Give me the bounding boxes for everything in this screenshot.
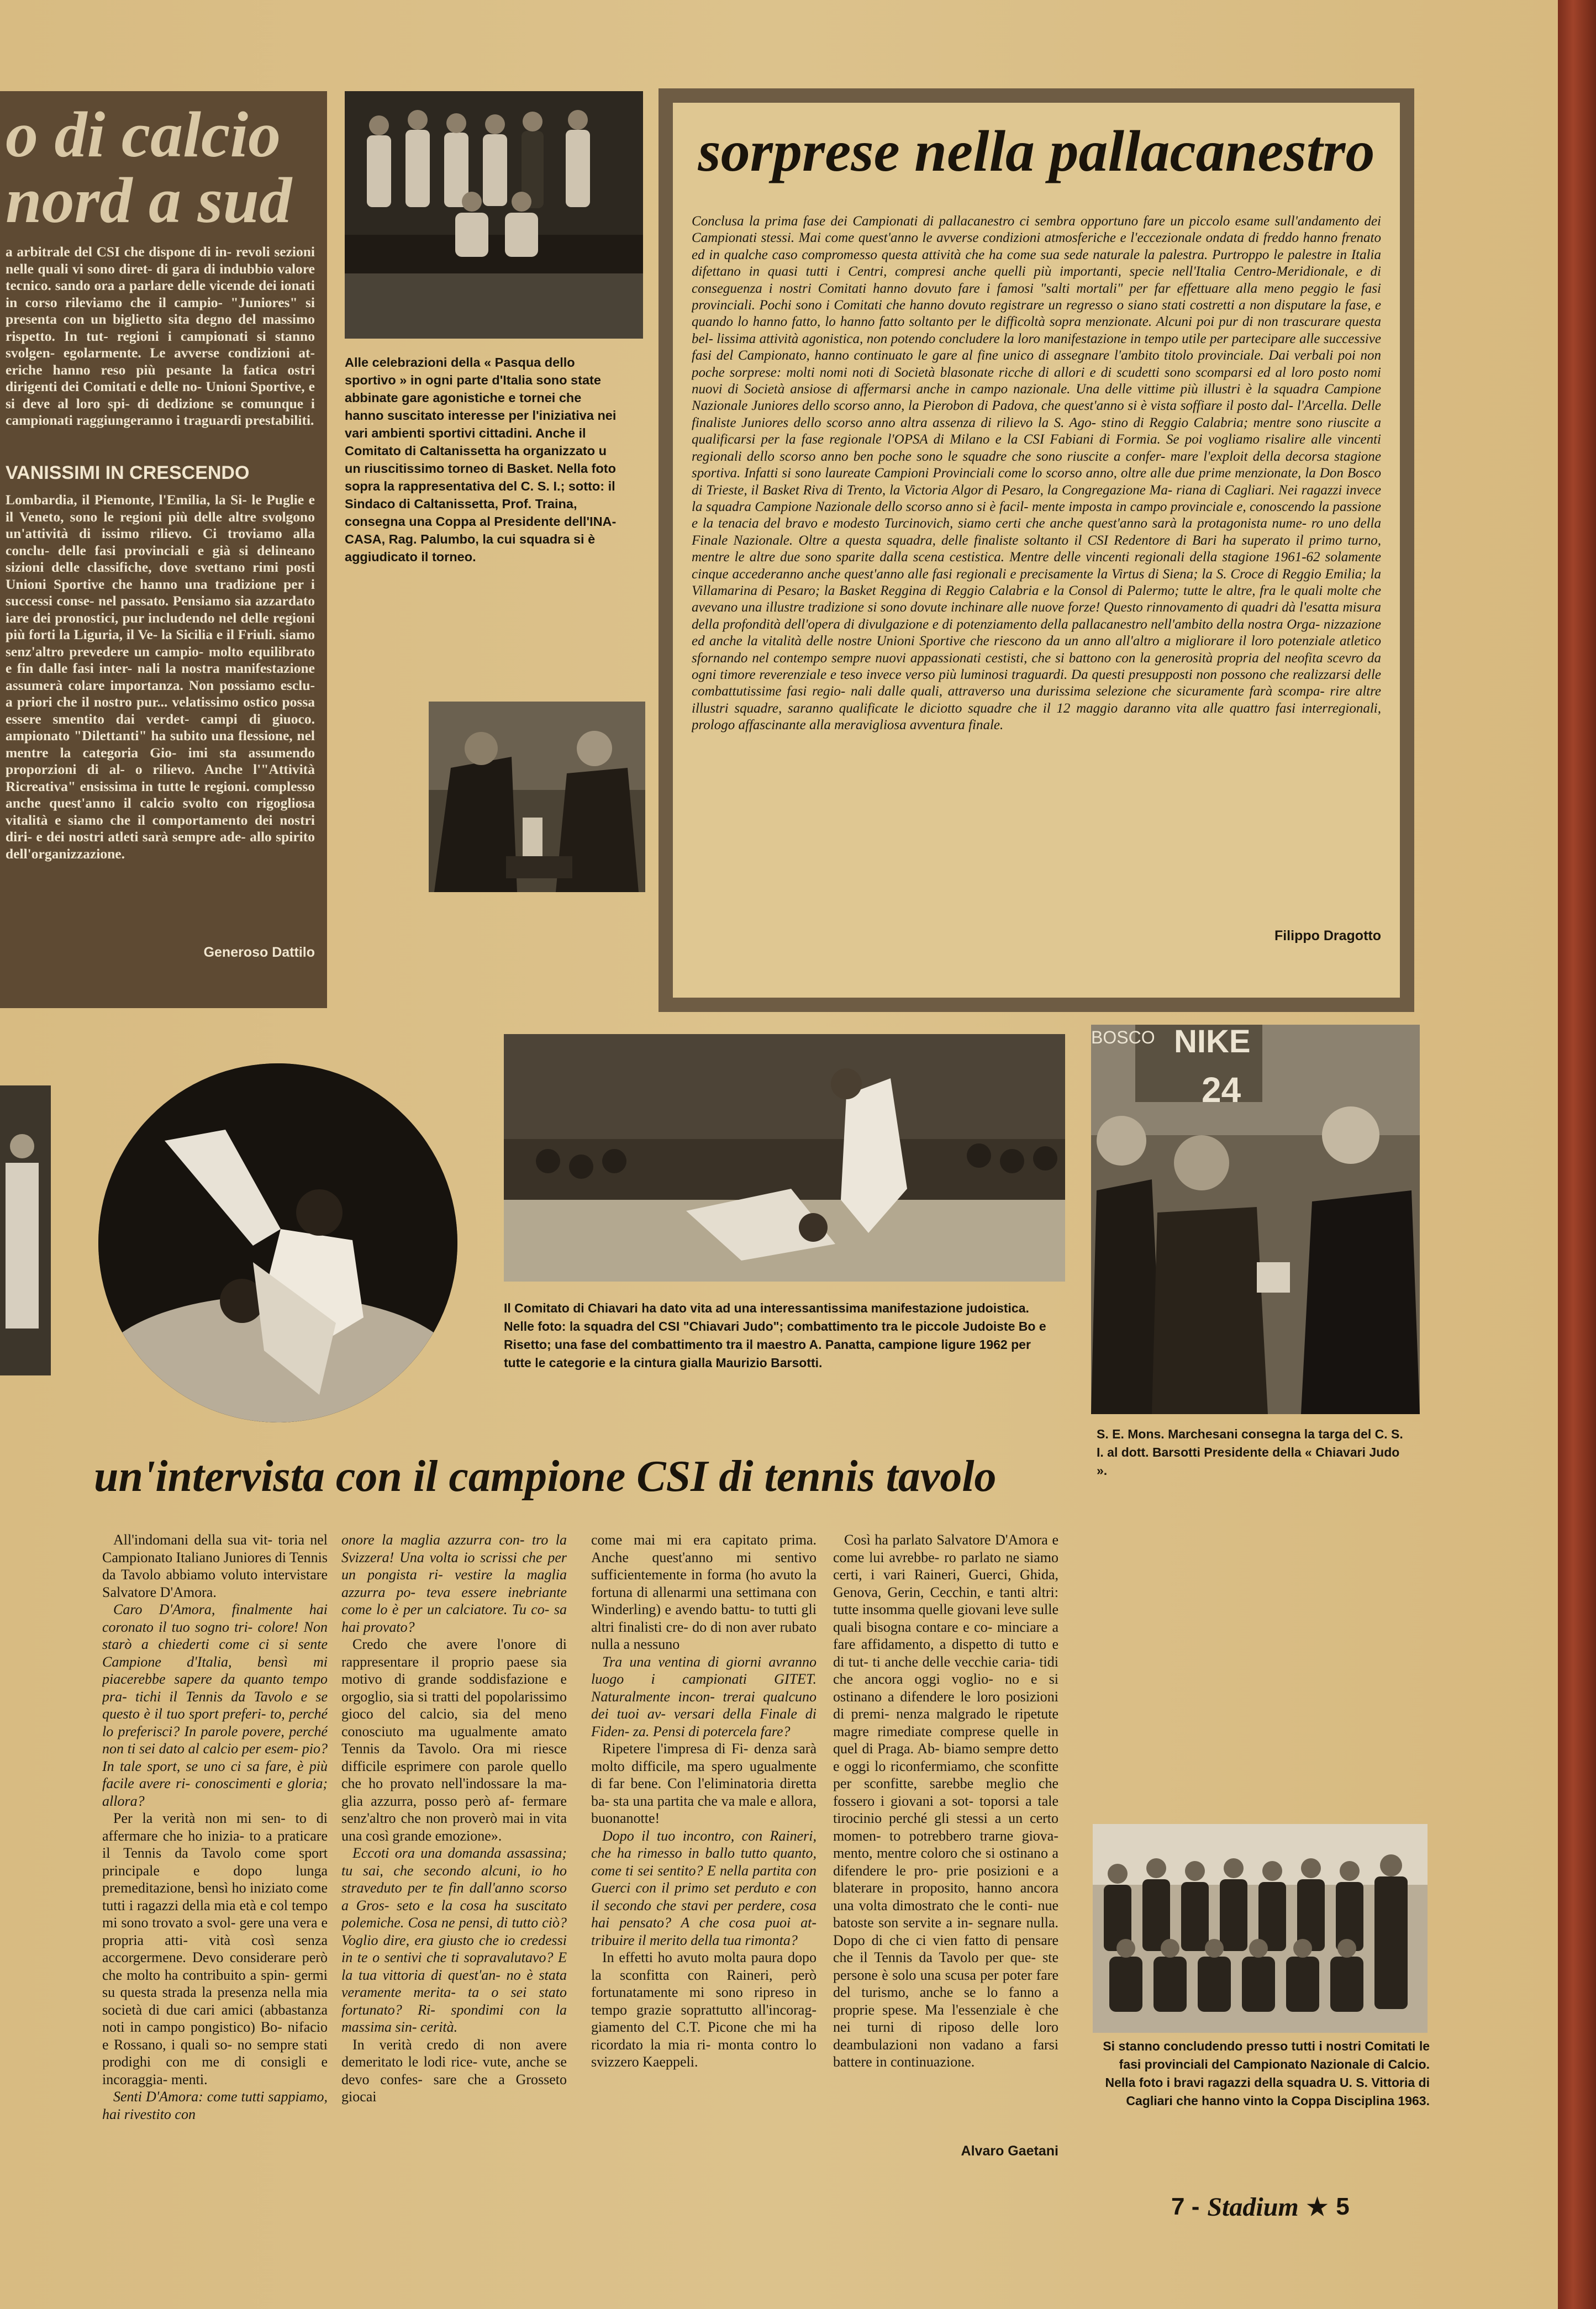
tennis-col1-q1: Caro D'Amora, finalmente hai coronato il tuo sogno tri- colore! Non starò a chiederti come ci si sente Campione d'Italia, bensì mi piacerebbe sapere da quanto tempo pra- tichi il Tennis da Tavolo e se questo è il tuo sport preferi- to, perché lo preferisci? In parole povere, perché non ti sei dato al calcio per esem- pio? In tale sport, se uno ci sa fare, è più facile avere ri- conoscimenti e gloria; allora?: [102, 1601, 328, 1809]
footer-page-right: 5: [1336, 2193, 1350, 2220]
calcio-title-line2: nord a sud: [6, 167, 292, 234]
calcio-title-line1: o di calcio: [6, 102, 281, 167]
tennis-col-2: [341, 1531, 567, 2178]
cagliari-team-photo: [1093, 1824, 1428, 2033]
tennis-col3-p3: In effetti ho avuto molta paura dopo la sconfitta con Raineri, però fortunatamente mi sono ripreso in tempo grazie soprattutto all'incorag- giamento del C.T. Picone che mi ha ricordato la mia ri- monta contro lo svizzero Kaeppeli.: [591, 1949, 817, 2070]
tennis-col2-q2: Eccoti ora una domanda assassina; tu sai, che secondo alcuni, io ho straveduto per te fin dall'anno scorso a Gros- seto e la cosa ha suscitato polemiche. Cosa ne pensi, di tutto ciò? Voglio dire, era giusto che io credessi in te o sentivi che ti sopravalutavo? E la tua vittoria di quest'an- no è stata veramente merita- ta o sei stato fortunato? Ri- spondimi con la massima sin- cerità.: [341, 1845, 567, 2035]
pallacanestro-title: sorprese nella pallacanestro: [698, 119, 1375, 183]
tennis-col1-p1: All'indomani della sua vit- toria nel Campionato Italiano Juniores di Tennis da Tavolo abbiamo voluto intervistare Salvatore D'Amora.: [102, 1532, 328, 1600]
judo-edge-photo: [0, 1085, 51, 1375]
judo-combat-photo: [504, 1034, 1065, 1282]
tennis-col-1: [102, 1531, 328, 2178]
calcio-panel: [0, 91, 327, 1008]
scoreboard-text-24: 24: [1202, 1070, 1241, 1110]
tennis-col1-q2: Senti D'Amora: come tutti sappiamo, hai rivestito con: [102, 2089, 328, 2122]
tennis-col2-q1: onore la maglia azzurra con- tro la Svizzera! Una volta io scrissi che per un pongista ri- vestire la maglia azzurra po- teva essere inebriante come lo è per un calciatore. Tu co- sa hai provato?: [341, 1532, 567, 1635]
tennis-title: un'intervista con il campione CSI di tennis tavolo: [94, 1452, 997, 1501]
calcio-subheading: VANISSIMI IN CRESCENDO: [6, 462, 250, 483]
tennis-col4-p1: Così ha parlato Salvatore D'Amora e come lui avrebbe- ro parlato ne siamo certi, i vari Raineri, Guerci, Ghida, Genova, Gerin, Cecchin, e tanti altri: tutte insomma quelle giovani leve sulle quali bisogna contare e co- minciare a fare affidamento, a dispetto di tutto e di tut- ti anche delle vecchie caria- tidi che ancora oggi voglio- no e si ostinano a difendere le loro posizioni di premi- nenza malgrado le ripetute magre rimediate comprese quelle in quel di Praga. Ab- biamo sempre detto e oggi lo riconfermiamo, che sconfitte per sconfitte, sarebbe meglio che fossero i giovani a sot- toporsi a tale tirocinio perché gli stessi a un certo momen- to potrebbero trarne giova- mento, mentre coloro che si ostinano a difendere le pro- prie posizioni e a blaterare in proposito, hanno ancora una volta dimostrato che le conti- nue batoste son servite a in- segnare nulla. Dopo di che ci vien fatto di pensare che il Tennis da Tavolo per que- ste persone è solo una scusa per poter fare del turismo, anche se lo fanno a proprie spese. Ma l'essenziale è che nei turni di riposo delle loro deambulazioni non vadano a farsi battere in continuazione.: [833, 1532, 1058, 2070]
basketball-team-photo: [345, 91, 643, 339]
footer: [1171, 2187, 1458, 2226]
basketball-caption: Alle celebrazioni della « Pasqua dello sportivo » in ogni parte d'Italia sono state abbinate gare agonistiche e tornei che hanno suscitato interesse per l'iniziativa nei vari ambienti sportivi cittadini. Anche il Comitato di Caltanissetta ha organizzato u un riuscitissimo torneo di Basket. Nella foto sopra la rappresentativa del C. S. I.; sotto: il Sindaco di Caltanissetta, Prof. Traina, consegna una Coppa al Presidente dell'INA-CASA, Rag. Palumbo, la cui squadra si è aggiudicato il torneo.: [345, 355, 617, 564]
calcio-body: Lombardia, il Piemonte, l'Emilia, la Si- le Puglie e il Veneto, sono le regioni più delle altre svolgono un'attività di issimo rilievo. Ci troviamo alla conclu- delle fasi provinciali e già si delineano sizioni delle classifiche, dove svettano rimi posti Unioni Sportive che hanno una tradizione per i successi conse- nel passato. Pensiamo sia azzardato iare dei pronostici, pur includendo nel delle regioni più forti la Liguria, il Ve- la Sicilia e il Friuli. siamo senz'altro prevedere un campio- molto equilibrato e fin dalle fasi inter- nali la nostra manifestazione assumerà colare importanza. Non possiamo esclu- a priori che il nostro pur... velatissimo ostico possa essere smentito dai verdet- campi di giuoco. ampionato "Dilettanti" ha subito una flessione, nel mentre la categoria Gio- imi sta assumendo proporzioni di al- o rilievo. Anche l'"Attività Ricreativa" ensissima in tutte le regioni. complesso anche quest'anno il calcio svolto con rigogliosa vitalità e siamo che il comportamento dei nostri diri- e dei nostri atleti sarà sempre ade- allo spirito dell'organizzazione.: [6, 492, 315, 862]
tennis-col2-p2: In verità credo di non avere demeritato le lodi rice- vute, anche se devo confes- sare che a Grosseto giocai: [341, 2036, 567, 2105]
pallacanestro-inner: [673, 103, 1400, 998]
award-caption: S. E. Mons. Marchesani consegna la targa del C. S. I. al dott. Barsotti Presidente della « Chiavari Judo ».: [1097, 1427, 1403, 1478]
trophy-ceremony-photo: [429, 702, 645, 892]
scoreboard-text-bosco: BOSCO: [1091, 1027, 1155, 1047]
tennis-col2-p1: Credo che avere l'onore di rappresentare il proprio paese sia motivo di grande soddisfazione e orgoglio, sia si tratti del popolarissimo gioco del calcio, sia del meno conosciuto ma ugualmente amato Tennis da Tavolo. Ora mi riesce difficile esprimere con parole quello che ho provato nell'indossare la ma- glia azzurra, posso però af- fermare senz'altro che non proverò mai in vita una così grande emozione».: [341, 1636, 567, 1844]
tennis-col3-q2: Dopo il tuo incontro, con Raineri, che ha rimesso in ballo tutto quanto, come ti sei sentito? E nella partita con Guerci con il primo set perduto e con il secondo che stavi per perdere, cosa hai pensato? A che cosa puoi at- tribuire il merito della tua rimonta?: [591, 1827, 817, 1948]
pallacanestro-author: Filippo Dragotto: [1274, 928, 1381, 943]
tennis-author: Alvaro Gaetani: [961, 2143, 1058, 2159]
tennis-col3-p1: come mai mi era capitato prima. Anche quest'anno mi sentivo sufficientemente in forma (ho avuto la fortuna di allenarmi una settimana con Winderling) e avendo battu- to tutti gli altri finalisti cre- do di non aver rubato nulla a nessuno: [591, 1532, 817, 1652]
scoreboard-text-nike: NIKE: [1174, 1025, 1251, 1059]
judo-girls-circle-photo: [98, 1063, 457, 1422]
footer-magazine-name: Stadium: [1207, 2192, 1299, 2222]
award-ceremony-photo: [1091, 1025, 1420, 1414]
footer-star-icon: ★: [1306, 2193, 1329, 2221]
pallacanestro-body: Conclusa la prima fase dei Campionati di pallacanestro ci sembra opportuno fare un piccolo esame sull'andamento dei Campionati stessi. Mai come quest'anno le avverse condizioni atmosferiche e l'eccezionale ondata di freddo hanno frenato ed in qualche caso compromesso questa attività che ha come sua sede naturale la palestra. Purtroppo le palestre in Italia difettano in quasi tutti i Centri, compresi anche quelli più importanti, specie nell'Italia Centro-Meridionale, e di conseguenza i nostri Comitati hanno dovuto fare i famosi "salti mortali" per far effettuare alla meno peggio le fasi provinciali. Pochi sono i Comitati che hanno dovuto registrare un regresso o siano stati costretti a non disputare la fase, e quando lo hanno fatto, lo hanno fatto soltanto per le difficoltà sopra menzionate. Alcuni poi pur di non trascurare questa bel- lissima attività agonistica, non potendo concludere la loro manifestazione in tempo utile per partecipare alle successive fasi del Campionato, hanno continuato le gare al fine unico di assegnare l'ambito titolo provinciale. Dai verbali poi non poche sorprese: molti nomi noti di Società blasonate ricche di allori e di scudetti sono scomparsi ed al loro posto nomi nuovi di Società ansiose di affermarsi anche in campo nazionale. Una delle vittime più illustri è la squadra Campione Nazionale Juniores dello scorso anno, la Pierobon di Padova, che quest'anno si è vista soffiare il posto dal- l'Arcella. Delle finaliste Juniores dello scorso anno altra assenza di rilievo la S. Ago- stino di Reggio Calabria; mentre sono riuscite a qualificarsi per la fase regionale l'OPSA di Milano e la CSI Fabiani di Formia. Se poi vogliamo risalire alle vincenti regionali dello scorso anno ben poche sono le squadre che sono riuscite a confer- mare l'exploit della decorsa stagione sportiva. Infatti si sono laureate Campioni Provinciali come lo scorso anno, oltre alle due prime menzionate, la Don Bosco di Trieste, il Basket Riva di Trento, la Victoria Algor di Pesaro, la Congregazione Ma- riana di Cagliari. Nei ragazzi invece la squadra Campione Nazionale dello scorso anno si è facil- mente imposta in campo provinciale e, conoscendo la passione e la tenacia del bravo e modesto Turcinovich, siamo certi che anche quest'anno sarà la protagonista nume- ro uno della Finale Nazionale. Oltre a questa squadra, delle finaliste soltanto il CSI Redentore di Bari ha superato il primo turno, mentre le altre due sono sparite dalla scena cestistica. Mentre delle vincenti regionali della stagione 1961-62 solamente cinque accederanno anche quest'anno alle fasi regionali e precisamente la Virtus di Siena; la S. Croce di Reggio Emilia; la Villamarina di Pesaro; la Basket Reggina di Reggio Calabria e la Consol di Palermo; tutte le altre, fra le quali molte che avevano una illustre tradizione si sono dovute inchinare alle nuove forze! Questo rinnovamento di quadri dà l'esatta misura della profondità dell'opera di divulgazione e di potenziamento della pallacanestro nell'ambito della nostra Orga- nizzazione ed anche la vitalità delle nostre Unioni Sportive che riescono da un anno all'altro a migliorare il loro potenziale atletico sfornando nel contempo sempre nuovi appassionati cestisti, che si battono con la generosità propria del neofita scevro da ogni timore reverenziale e teso invece verso più luminosi traguardi. Da questi presupposti non possono che realizzarsi delle combattutissime fasi regio- nali dalle quali, attraverso una durissima selezione che sicuramente farà scompa- rire altre illustri squadre, saranno qualificate le diciotto squadre che il 12 maggio daranno vita alle quattro fasi interregionali, prologo affascinante alla meravigliosa avventura finale.: [692, 214, 1381, 733]
tennis-col3-q1: Tra una ventina di giorni avranno luogo i campionati GITET. Naturalmente incon- trerai qualcuno dei tuoi av- versari della Finale di Fiden- za. Pensi di potercela fare?: [591, 1653, 817, 1739]
tennis-col3-p2: Ripetere l'impresa di Fi- denza sarà molto difficile, ma spero ugualmente di far bene. Con l'eliminatoria diretta ba- sta una partita che va male e allora, buonanotte!: [591, 1741, 817, 1826]
cagliari-caption: Si stanno concludendo presso tutti i nostri Comitati le fasi provinciali del Campionato Nazionale di Calcio. Nella foto i bravi ragazzi della squadra U. S. Vittoria di Cagliari che hanno vinto la Coppa Disciplina 1963.: [1103, 2039, 1430, 2108]
calcio-author: Generoso Dattilo: [203, 945, 315, 960]
judo-caption: Il Comitato di Chiavari ha dato vita ad una interessantissima manifestazione judoistica. Nelle foto: la squadra del CSI "Chiavari Judo"; combattimento tra le piccole Judoiste Bo e Risetto; una fase del combattimento tra il maestro A. Panatta, campione ligure 1962 per tutte le categorie e la cintura gialla Maurizio Barsotti.: [504, 1301, 1046, 1370]
tennis-col1-p2: Per la verità non mi sen- to di affermare che ho inizia- to a praticare il Tennis da Tavolo come sport principale e dopo lunga premeditazione, bensì ho iniziato come tutti i ragazzi della mia età e col tempo mi sono trovato a svol- gere una vera e propria atti- vità così senza accorgermene. Devo considerare però che molto ha contribuito a spin- germi su questa strada la presenza nella mia società di due cari amici (abbastanza noti in campo pongistico) Bo- nifacio e Rossano, i quali so- no sempre stati prodighi con me di consigli e incoraggia- menti.: [102, 1810, 328, 2087]
tennis-col-3: [591, 1531, 817, 2178]
calcio-intro: a arbitrale del CSI che dispone di in- revoli sezioni nelle quali vi sono diret- di gara di indubbio valore tecnico. sando ora a parlare delle vicende dei ionati in corso rileviamo che il campio- "Juniores" si presenta con un biglietto sita degno del massimo rispetto. In tut- regioni i campionati si stanno svolgen- egolarmente. Le avverse condizioni at- eriche hanno reso più pesante la fatica ostri dirigenti dei Comitati e delle no- Unioni Sportive, e si deve al loro spi- di dedizione se comunque i campionati raggiungeranno i traguardi prestabiliti.: [6, 244, 315, 428]
book-binding: [1558, 0, 1596, 2309]
tennis-col-4: [833, 1531, 1058, 2178]
pallacanestro-frame: [659, 88, 1414, 1012]
footer-page-number: 7 -: [1171, 2193, 1200, 2220]
